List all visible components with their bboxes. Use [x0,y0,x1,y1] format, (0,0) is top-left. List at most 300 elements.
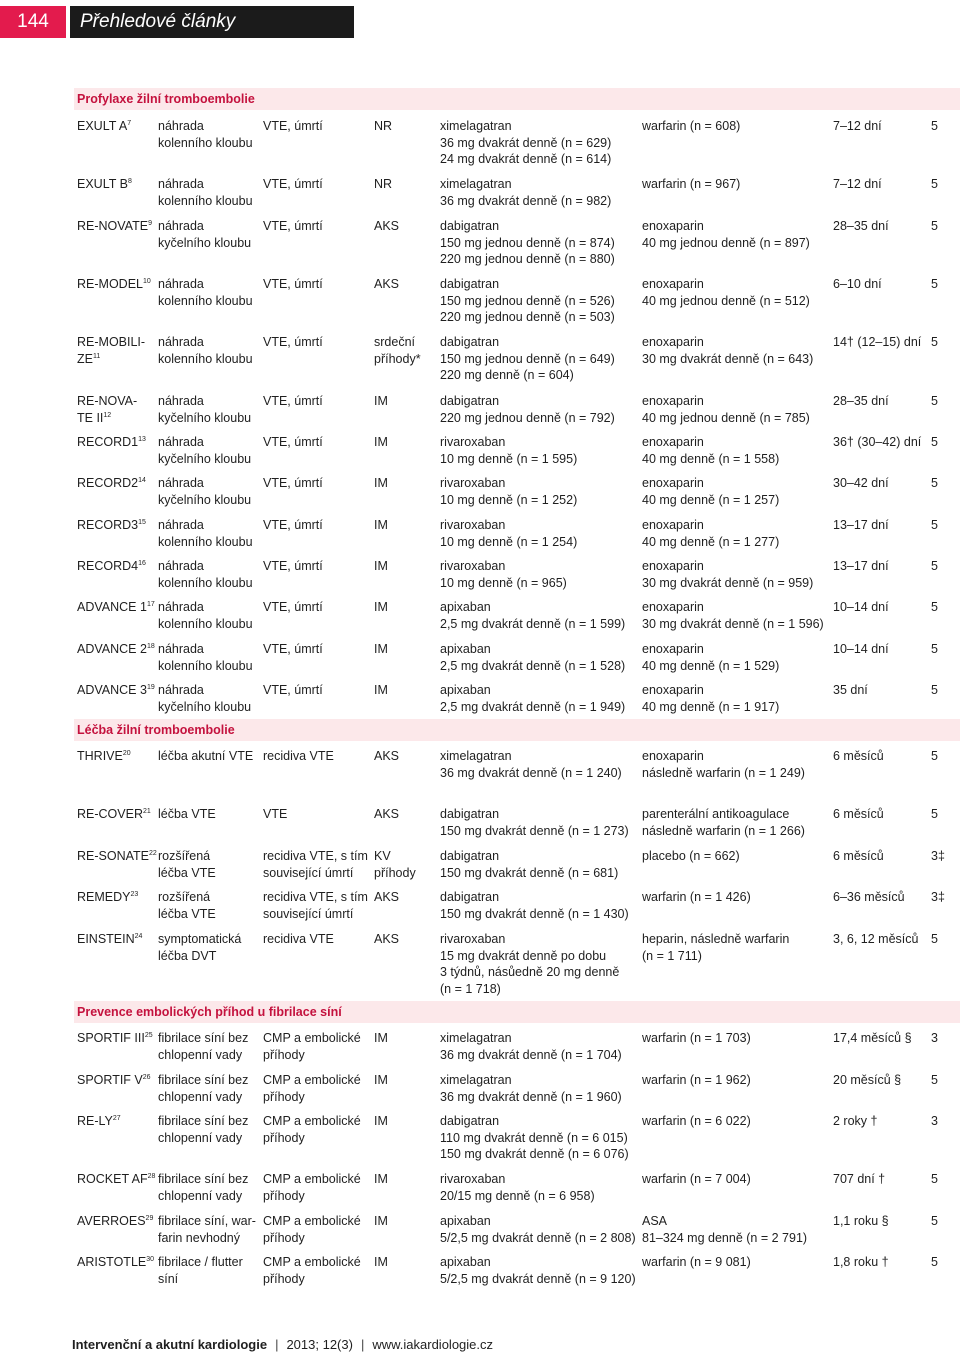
treatment-text [440,599,638,616]
endpoint-line: VTE, úmrtí [263,277,323,291]
treatment-line: 220 mg jednou denně (n = 792) [440,410,615,425]
comparator-line: warfarin (n = 1 962) [642,1073,751,1087]
duration-line: 6 měsíců [833,807,884,821]
study-design-text [374,1171,438,1188]
comparator-line: enoxaparin [642,219,704,233]
study-name-cell [77,748,157,765]
treatment-line: dabigatran [440,807,500,821]
indication-line: náhrada [158,683,204,697]
evidence-level-text [931,118,955,135]
endpoint-line: recidiva VTE, s tím [263,849,368,863]
duration-cell [833,889,933,906]
indication-text [158,334,260,351]
treatment-line: apixaban [440,1214,491,1228]
endpoint-cell [263,434,371,451]
treatment-text [440,135,638,152]
study-design-text [374,889,438,906]
comparator-cell [642,848,830,865]
comparator-text [642,218,830,235]
treatment-cell [440,848,638,881]
study-name-cell [77,558,157,575]
comparator-cell [642,889,830,906]
evidence-level-text [931,889,955,906]
treatment-text [440,517,638,534]
evidence-level-cell [931,599,955,616]
treatment-cell [440,475,638,508]
endpoint-line: recidiva VTE [263,932,334,946]
comparator-text [642,334,830,351]
evidence-level-text [931,475,955,492]
treatment-cell [440,334,638,384]
study-name-text [77,1030,157,1047]
study-name-line: ROCKET AF [77,1172,148,1186]
study-design-text [374,848,438,865]
treatment-line: dabigatran [440,219,500,233]
study-design-cell [374,682,438,699]
treatment-text [440,309,638,326]
treatment-line: 3 týdnů, násůedně 20 mg denně [440,965,620,980]
evidence-level-text [931,748,955,765]
treatment-text [440,616,638,633]
evidence-level-line: 5 [931,1255,938,1269]
indication-line: náhrada [158,476,204,490]
study-design-text [374,748,438,765]
reference-number: 21 [142,807,151,815]
treatment-text [440,351,638,368]
comparator-text [642,1230,830,1247]
evidence-level-text [931,806,955,823]
indication-text [158,293,260,310]
duration-cell [833,1254,933,1271]
evidence-level-cell [931,1171,955,1188]
treatment-cell [440,176,638,209]
treatment-text [440,948,638,965]
treatment-text [440,534,638,551]
treatment-text [440,748,638,765]
comparator-line: enoxaparin [642,518,704,532]
study-name-cell [77,848,157,865]
study-design-line: AKS [374,890,400,904]
endpoint-text [263,1171,371,1188]
evidence-level-cell [931,475,955,492]
endpoint-cell [263,118,371,135]
duration-text [833,558,933,575]
comparator-line: heparin, následně warfarin [642,932,790,946]
treatment-text [440,393,638,410]
indication-cell [158,748,260,765]
endpoint-cell [263,334,371,351]
indication-cell [158,806,260,823]
comparator-text [642,575,830,592]
endpoint-cell [263,517,371,534]
endpoint-line: příhody [263,1089,305,1104]
comparator-text [642,451,830,468]
indication-line: náhrada [158,435,204,449]
indication-cell [158,1030,260,1063]
indication-text [158,393,260,410]
section-heading: Prevence embolických příhod u fibrilace síní [74,1001,960,1023]
duration-cell [833,1113,933,1130]
endpoint-line: VTE, úmrtí [263,559,323,573]
study-name-line: RECORD2 [77,476,139,490]
footer-separator: | [275,1337,279,1352]
duration-cell [833,334,933,351]
treatment-line: 36 mg dvakrát denně (n = 1 704) [440,1047,622,1062]
study-name-line: RE-COVER [77,807,143,821]
comparator-text [642,931,830,948]
indication-text [158,806,260,823]
page-footer [72,1337,493,1352]
treatment-text [440,1188,638,1205]
study-name-text [77,806,157,823]
endpoint-text [263,599,371,616]
duration-cell [833,558,933,575]
endpoint-line: VTE, úmrtí [263,394,323,408]
evidence-level-line: 3‡ [931,849,945,863]
duration-text [833,1254,933,1271]
endpoint-text [263,1047,371,1064]
duration-text [833,276,933,293]
treatment-text [440,1213,638,1230]
duration-line: 10–14 dní [833,600,889,614]
comparator-cell [642,558,830,591]
study-design-cell [374,931,438,948]
duration-line: 36† (30–42) dní [833,435,922,449]
evidence-level-text [931,641,955,658]
indication-line: kyčelního kloubu [158,410,252,425]
evidence-level-text [931,931,955,948]
duration-text [833,931,933,948]
study-name-cell [77,1171,157,1188]
treatment-cell [440,682,638,715]
treatment-text [440,848,638,865]
study-design-cell [374,334,438,367]
treatment-cell [440,434,638,467]
evidence-level-line: 5 [931,642,938,656]
duration-text [833,748,933,765]
indication-text [158,176,260,193]
evidence-level-text [931,1213,955,1230]
evidence-level-cell [931,806,955,823]
endpoint-text [263,641,371,658]
indication-cell [158,1171,260,1204]
endpoint-text [263,1130,371,1147]
study-design-text [374,334,438,351]
comparator-text [642,176,830,193]
study-name-text [77,434,157,451]
endpoint-text [263,276,371,293]
indication-cell [158,889,260,922]
endpoint-line: příhody [263,1230,305,1245]
study-design-text [374,1072,438,1089]
study-design-text [374,517,438,534]
treatment-text [440,641,638,658]
endpoint-text [263,865,371,882]
duration-text [833,176,933,193]
endpoint-line: VTE [263,807,288,821]
duration-cell [833,475,933,492]
study-design-text [374,682,438,699]
treatment-line: 5/2,5 mg dvakrát denně (n = 2 808) [440,1230,636,1245]
study-name-text [77,118,157,135]
study-design-text [374,1030,438,1047]
endpoint-line: související úmrtí [263,865,354,880]
duration-text [833,118,933,135]
study-name-line: AVERROES [77,1214,146,1228]
study-design-cell [374,1030,438,1047]
treatment-text [440,118,638,135]
duration-text [833,806,933,823]
reference-number: 26 [142,1073,151,1081]
treatment-line: dabigatran [440,1114,500,1128]
indication-cell [158,475,260,508]
indication-line: léčba VTE [158,865,216,880]
indication-line: fibrilace / flutter [158,1255,243,1269]
endpoint-text [263,434,371,451]
treatment-line: 150 mg dvakrát denně (n = 1 273) [440,823,629,838]
endpoint-cell [263,1072,371,1105]
comparator-cell [642,176,830,193]
indication-text [158,235,260,252]
study-name-line: TE II [77,410,104,425]
comparator-cell [642,931,830,964]
evidence-level-line: 3 [931,1031,938,1045]
treatment-line: 5/2,5 mg dvakrát denně (n = 9 120) [440,1271,636,1286]
study-name-cell [77,218,157,235]
evidence-level-cell [931,1072,955,1089]
evidence-level-text [931,848,955,865]
treatment-line: apixaban [440,683,491,697]
evidence-level-text [931,1171,955,1188]
duration-cell [833,682,933,699]
comparator-text [642,276,830,293]
treatment-line: 36 mg dvakrát denně (n = 629) [440,135,612,150]
study-name-text [77,848,157,865]
endpoint-line: VTE, úmrtí [263,119,323,133]
study-name-text [77,475,157,492]
study-name-line: RE-SONATE [77,849,149,863]
treatment-cell [440,118,638,168]
study-design-line: IM [374,1114,388,1128]
treatment-line: rivaroxaban [440,932,506,946]
evidence-level-cell [931,517,955,534]
study-name-line: RE-MODEL [77,277,143,291]
treatment-line: 15 mg dvakrát denně po dobu [440,948,607,963]
evidence-level-text [931,334,955,351]
indication-text [158,1230,260,1247]
evidence-level-cell [931,889,955,906]
comparator-line: warfarin (n = 1 703) [642,1031,751,1045]
treatment-line: 150 mg dvakrát denně (n = 6 076) [440,1147,629,1162]
study-design-cell [374,434,438,451]
treatment-text [440,276,638,293]
indication-line: kolenního kloubu [158,135,253,150]
duration-cell [833,806,933,823]
evidence-level-line: 5 [931,277,938,291]
endpoint-text [263,1188,371,1205]
treatment-line: dabigatran [440,277,500,291]
section-heading: Léčba žilní tromboembolie [74,719,960,741]
evidence-level-line: 5 [931,932,938,946]
endpoint-line: VTE, úmrtí [263,518,323,532]
study-design-cell [374,276,438,293]
treatment-cell [440,748,638,781]
study-design-text [374,806,438,823]
study-design-text [374,351,438,368]
treatment-text [440,193,638,210]
reference-number: 30 [146,1255,155,1263]
study-design-cell [374,889,438,906]
treatment-line: apixaban [440,600,491,614]
duration-text [833,889,933,906]
indication-line: kyčelního kloubu [158,492,252,507]
study-name-line: REMEDY [77,890,131,904]
indication-text [158,558,260,575]
evidence-level-cell [931,1030,955,1047]
treatment-line: 220 mg jednou denně (n = 880) [440,252,615,267]
duration-text [833,517,933,534]
duration-text [833,1030,933,1047]
duration-line: 14† (12–15) dní [833,335,922,349]
study-design-cell [374,1254,438,1271]
reference-number: 14 [138,476,146,484]
study-design-text [374,393,438,410]
duration-line: 6–36 měsíců [833,890,905,904]
treatment-text [440,575,638,592]
reference-number: 8 [127,177,132,185]
indication-line: kolenního kloubu [158,193,253,208]
evidence-level-line: 5 [931,219,938,233]
indication-text [158,492,260,509]
comparator-text [642,492,830,509]
treatment-line: 10 mg denně (n = 1 254) [440,534,578,549]
comparator-line: 30 mg dvakrát denně (n = 959) [642,575,814,590]
study-design-line: příhody [374,865,416,880]
duration-text [833,218,933,235]
treatment-text [440,1113,638,1130]
evidence-level-line: 5 [931,683,938,697]
indication-text [158,599,260,616]
endpoint-text [263,1113,371,1130]
duration-line: 30–42 dní [833,476,889,490]
indication-text [158,948,260,965]
treatment-text [440,865,638,882]
duration-cell [833,599,933,616]
treatment-text [440,889,638,906]
treatment-cell [440,1171,638,1204]
comparator-line: enoxaparin [642,476,704,490]
duration-text [833,1171,933,1188]
comparator-line: 40 mg denně (n = 1 529) [642,658,780,673]
treatment-text [440,1230,638,1247]
endpoint-text [263,1030,371,1047]
endpoint-line: CMP a embolické [263,1114,361,1128]
indication-cell [158,641,260,674]
indication-text [158,351,260,368]
comparator-text [642,475,830,492]
reference-number: 9 [148,219,152,227]
comparator-text [642,699,830,716]
study-design-line: IM [374,683,388,697]
evidence-level-text [931,682,955,699]
indication-cell [158,276,260,309]
endpoint-cell [263,848,371,881]
endpoint-text [263,1254,371,1271]
comparator-cell [642,276,830,309]
treatment-text [440,1254,638,1271]
comparator-line: parenterální antikoagulace [642,807,790,821]
indication-cell [158,218,260,251]
endpoint-cell [263,176,371,193]
evidence-level-cell [931,276,955,293]
footer-issue: 2013; 12(3) [286,1337,353,1352]
indication-line: kolenního kloubu [158,351,253,366]
comparator-text [642,1030,830,1047]
treatment-text [440,906,638,923]
indication-line: fibrilace síní, war- [158,1214,256,1228]
treatment-line: rivaroxaban [440,435,506,449]
comparator-text [642,823,830,840]
study-design-text [374,176,438,193]
endpoint-cell [263,1171,371,1204]
study-name-text [77,1213,157,1230]
endpoint-cell [263,889,371,922]
study-name-text [77,393,157,410]
evidence-level-line: 5 [931,435,938,449]
study-design-line: IM [374,518,388,532]
indication-cell [158,558,260,591]
comparator-text [642,293,830,310]
evidence-level-cell [931,748,955,765]
indication-text [158,276,260,293]
evidence-level-line: 5 [931,177,938,191]
treatment-text [440,699,638,716]
page-number: 144 [0,6,66,38]
endpoint-line: recidiva VTE, s tím [263,890,368,904]
evidence-level-line: 5 [931,559,938,573]
evidence-level-cell [931,1113,955,1130]
comparator-text [642,434,830,451]
duration-text [833,599,933,616]
treatment-text [440,492,638,509]
study-design-line: IM [374,1172,388,1186]
endpoint-text [263,748,371,765]
footer-website[interactable]: www.iakardiologie.cz [372,1337,494,1352]
endpoint-line: recidiva VTE [263,749,334,763]
study-design-line: IM [374,1255,388,1269]
indication-text [158,534,260,551]
study-name-line: RE-NOVATE [77,219,149,233]
indication-text [158,1030,260,1047]
study-name-cell [77,276,157,293]
comparator-line: enoxaparin [642,683,704,697]
indication-line: fibrilace síní bez [158,1073,249,1087]
duration-line: 6–10 dní [833,277,882,291]
comparator-line: enoxaparin [642,277,704,291]
indication-line: fibrilace síní bez [158,1114,249,1128]
indication-text [158,1089,260,1106]
treatment-line: 150 mg jednou denně (n = 649) [440,351,615,366]
reference-number: 13 [138,435,146,443]
indication-text [158,848,260,865]
indication-line: fibrilace síní bez [158,1172,249,1186]
comparator-line: 30 mg dvakrát denně (n = 1 596) [642,616,824,631]
treatment-text [440,558,638,575]
evidence-level-cell [931,1254,955,1271]
comparator-cell [642,806,830,839]
indication-line: náhrada [158,518,204,532]
comparator-text [642,616,830,633]
